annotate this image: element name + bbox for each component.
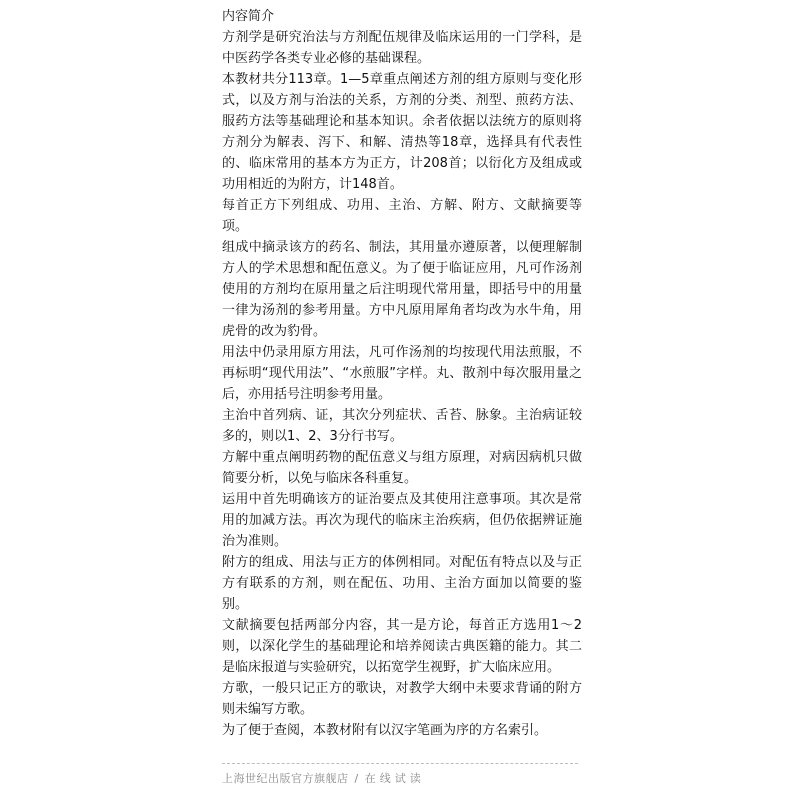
paragraph-explanation: 方解中重点阐明药物的配伍意义与组方原理，对病因病机只做简要分析，以免与临床各科重复。 [222,450,582,486]
paragraph-appended-formulas: 附方的组成、用法与正方的体例相同。对配伍有特点以及与正方有联系的方剂，则在配伍、功用、主治方面加以简要的鉴别。 [222,555,582,612]
document [222,6,582,741]
document-title: 内容简介 [222,9,275,24]
paragraph-indications: 主治中首列病、证，其次分列症状、舌苔、脉象。主治病证较多的，则以1、2、3分行书写。 [222,408,582,444]
footer-separator: / [354,772,359,785]
paragraph-composition: 组成中摘录该方的药名、制法，其用量亦遵原著，以便理解制方人的学术思想和配伍意义。为了便于临证应用，凡可作汤剂使用的方剂均在原用量之后注明现代常用量，即括号中的用量一律为汤剂的参考用量。方中凡原用犀角者均改为水牛角，用虎骨的改为豹骨。 [222,240,582,339]
paragraph-structure: 本教材共分113章。1—5章重点阐述方剂的组方原则与变化形式，以及方剂与治法的关系，方剂的分类、剂型、煎药方法、服药方法等基础理论和基本知识。余者依据以法统方的原则将方剂分为解表、泻下、和解、清热等18章，选择具有代表性的、临床常用的基本方为正方，计208首；以衍化方及组成或功用相近的为附方，计148首。 [222,72,582,192]
paragraph-intro: 方剂学是研究治法与方剂配伍规律及临床运用的一门学科，是中医药学各类专业必修的基础课程。 [222,30,582,66]
paragraph-verses: 方歌，一般只记正方的歌诀，对教学大纲中未要求背诵的附方则未编写方歌。 [222,681,582,717]
paragraph-items: 每首正方下列组成、功用、主治、方解、附方、文献摘要等项。 [222,198,582,234]
paragraph-index: 为了便于查阅，本教材附有以汉字笔画为序的方名索引。 [222,723,548,738]
paragraph-literature: 文献摘要包括两部分内容，其一是方论，每首正方选用1～2则，以深化学生的基础理论和培养阅读古典医籍的能力。其二是临床报道与实验研究，以拓宽学生视野，扩大临床应用。 [222,618,582,675]
store-name: 上海世纪出版官方旗舰店 [222,772,349,785]
footer [222,763,578,786]
preview-tag: 在线试读 [364,772,425,785]
paragraph-usage: 用法中仍录用原方用法，凡可作汤剂的均按现代用法煎服，不再标明“现代用法”、“水煎服”字样。丸、散剂中每次服用量之后，亦用括号注明参考用量。 [222,345,582,402]
paragraph-application: 运用中首先明确该方的证治要点及其使用注意事项。其次是常用的加减方法。再次为现代的临床主治疾病，但仍依据辨证施治为准则。 [222,492,582,549]
